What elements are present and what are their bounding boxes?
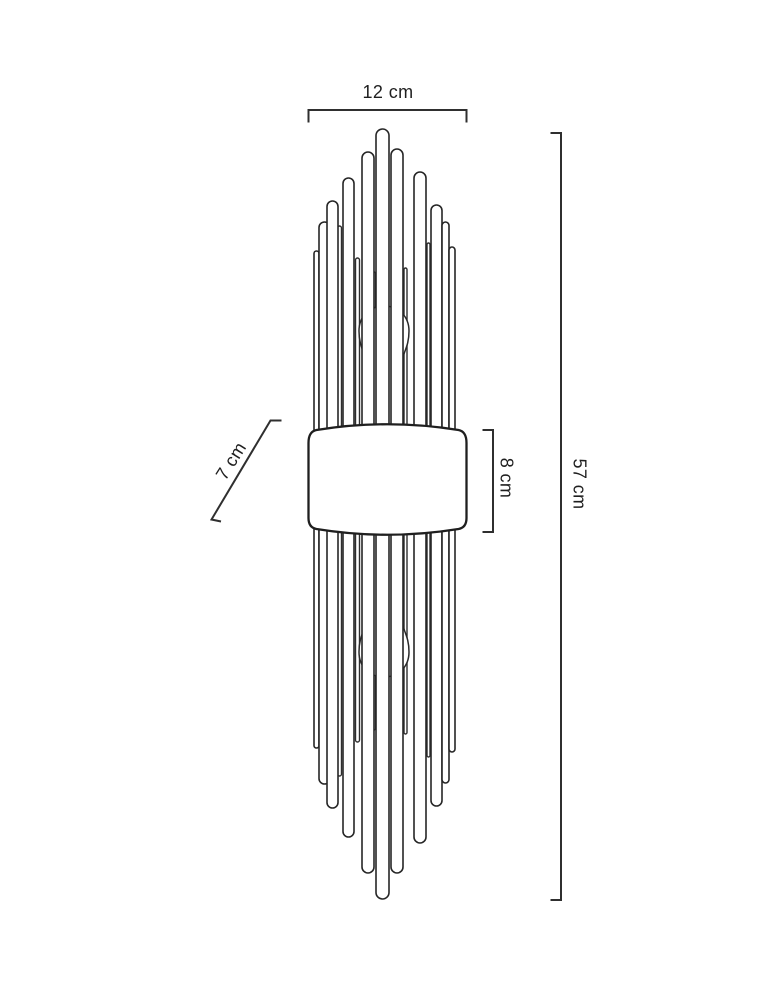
height-dimension-label: 57 cm: [569, 458, 590, 510]
band-height-dimension: [483, 430, 517, 532]
band-height-dimension-label: 8 cm: [496, 457, 517, 499]
wall-sconce-drawing: [309, 129, 467, 899]
mounting-band: [309, 424, 467, 535]
width-dimension-line: [309, 110, 467, 123]
depth-dimension-label: 7 cm: [211, 438, 251, 484]
band-height-dimension-line: [483, 430, 494, 532]
depth-dimension: [212, 421, 282, 522]
height-dimension: [551, 133, 590, 900]
width-dimension-label: 12 cm: [362, 82, 414, 102]
width-dimension: [309, 82, 467, 123]
height-dimension-line: [551, 133, 562, 900]
